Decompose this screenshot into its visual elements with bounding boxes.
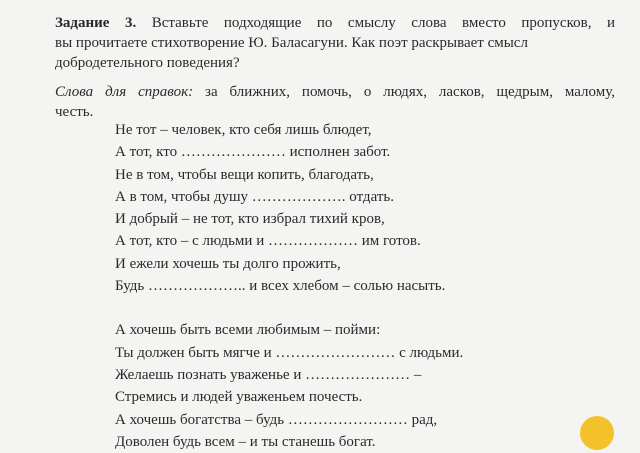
stanza-gap [115,297,535,319]
poem-line: А тот, кто ………………… исполнен забот. [115,144,391,161]
poem-line: Будь ……………….. и всех хлебом – солью насыть. [115,278,446,295]
task-number: Задание 3. [55,15,137,31]
poem-line: Желаешь познать уваженье и ………………… – [115,366,422,383]
poem-line: А хочешь богатства – будь …………………… рад, [115,411,438,428]
poem-line: Не в том, чтобы вещи копить, благодать, [115,166,374,183]
task-text-line-3: добродетельного поведения? [55,55,240,71]
poem-line: Ты должен быть мягче и …………………… с людьми. [115,344,464,361]
poem-line: А тот, кто – с людьми и ……………… им готов. [115,233,421,250]
poem [115,119,535,453]
task-text-line-2: вы прочитаете стихотворение Ю. Баласагуни. Как поэт раскрывает смысл [55,35,528,51]
poem-line: А в том, чтобы душу ………………. отдать. [115,188,394,205]
poem-line: Не тот – человек, кто себя лишь блюдет, [115,122,372,138]
poem-line: А хочешь быть всеми любимым – пойми: [115,322,381,339]
yellow-badge [580,416,614,450]
poem-line: И ежели хочешь ты долго прожить, [115,255,341,272]
hint-words-line-2: честь. [55,104,94,120]
poem-line: Стремись и людей уваженьем почесть. [115,389,363,406]
poem-line: Доволен будь всем – и ты станешь богат. [115,433,376,450]
hint-words-line-1: за ближних, помочь, о людях, ласков, щедрым, малому, [205,84,615,100]
poem-line: И добрый – не тот, кто избрал тихий кров, [115,211,385,228]
task-line-1 [55,13,615,33]
hint-line-1 [55,82,615,102]
task-instructions [55,13,615,73]
hint-words [55,82,615,122]
hint-label: Слова для справок: [55,84,194,100]
task-text-line-1: Вставьте подходящие по смыслу слова вместо пропусков, и [151,15,615,31]
